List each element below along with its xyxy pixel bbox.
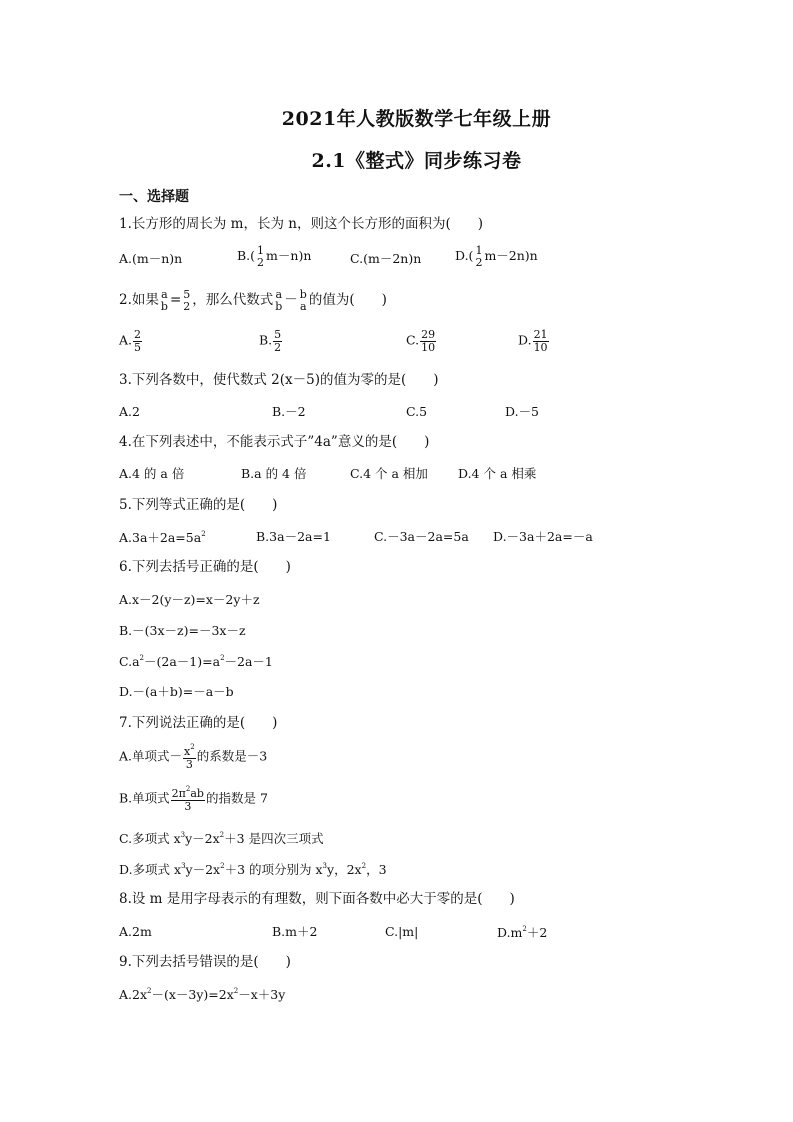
q5-option-b: B.3a－2a=1 [256,529,331,544]
exponent: 2 [220,654,225,662]
title-line-2: 2.1《整式》同步练习卷 [311,150,522,172]
q1-b-prefix: B.( [237,248,256,264]
text-part: －(2a－1)=a [144,654,221,669]
q1-option-a: A.(m－n)n [119,251,183,266]
text-part: A.2x [119,987,148,1002]
fraction-numerator: 1 [257,244,265,257]
text-part: y－2x [185,831,220,846]
question-6: 6.下列去括号正确的是( ) [119,559,291,575]
fraction-numerator: a [275,288,283,301]
exponent: 3 [180,831,186,839]
question-4: 4.在下列表述中，不能表示式子”4a”意义的是( ) [119,434,430,450]
q4-option-a: A.4 的 a 倍 [119,466,185,481]
q7-option-a [119,744,267,770]
q2-prefix: 2.如果 [119,292,159,309]
fraction-numerator: 2 [134,328,142,341]
question-1: 1.长方形的周长为 m，长为 n，则这个长方形的面积为( ) [119,216,483,232]
q3-option-c: C.5 [406,404,428,419]
q7-option-c [119,832,324,846]
q6-option-d: D.－(a＋b)=－a－b [119,684,234,699]
q3-option-d: D.－5 [505,404,540,419]
q8-option-d [497,926,547,940]
fraction-numerator: 5 [274,328,282,341]
q2-a-fraction [133,329,142,353]
exponent: 2 [219,831,225,839]
q2-option-b [259,329,283,353]
q7-option-d [119,863,387,877]
text-part: x [184,745,191,758]
q3-option-a: A.2 [119,404,140,419]
q7-b-fraction [171,786,205,812]
fraction-denominator: 2 [475,255,483,269]
text-part: －x＋3y [238,987,286,1002]
q2-fraction-5-2 [182,289,191,312]
exponent: 2 [361,862,367,870]
exponent: 2 [201,530,206,538]
question-9: 9.下列去括号错误的是( ) [119,954,291,970]
fraction-denominator: 2 [257,255,265,269]
fraction-numerator: 1 [475,244,483,257]
question-5: 5.下列等式正确的是( ) [119,497,278,513]
q2-option-c [406,329,437,353]
q7-a-fraction [183,744,196,770]
q2-option-d [518,329,550,353]
fraction-denominator: b [275,299,283,313]
q4-option-d: D.4 个 a 相乘 [458,466,537,481]
q4-option-c: C.4 个 a 相加 [350,466,428,481]
q5-a-text: A.3a＋2a=5a [119,530,202,545]
q6-option-a: A.x－2(y－z)=x－2y＋z [119,592,260,607]
fraction-denominator: 5 [134,340,142,354]
q4-option-b: B.a 的 4 倍 [241,466,307,481]
question-2 [119,289,387,312]
q2-suffix: 的值为( ) [308,292,387,309]
q2-minus: － [284,292,298,309]
q2-b-fraction [273,329,282,353]
fraction-denominator: 3 [185,757,193,771]
q2-option-a [119,329,143,353]
question-8: 8.设 m 是用字母表示的有理数，则下面各数中必大于零的是( ) [119,891,515,907]
q8-option-b: B.m＋2 [272,924,318,939]
option-label: B. [259,332,273,348]
option-label: D. [518,332,532,348]
fraction-denominator: 2 [183,299,191,313]
text-part: D.m [497,925,523,940]
q9-option-a [119,988,285,1002]
q3-option-b: B.－2 [272,404,306,419]
title-line-1: 2021年人教版数学七年级上册 [281,108,552,130]
q1-d-prefix: D.( [455,248,474,264]
fraction-numerator: 21 [533,328,548,341]
q2-fraction-a-b [160,289,169,312]
text-part: ＋2 [526,925,548,940]
q2-equals: = [169,292,182,309]
fraction-denominator: b [160,299,168,313]
q2-fraction-a-b-2 [274,289,283,312]
fraction-numerator: a [161,288,168,301]
fraction-denominator: 10 [533,340,548,354]
exponent: 2 [220,862,225,870]
text-part: B.单项式 [119,790,170,806]
q8-option-c: C.|m| [385,924,419,939]
q2-d-fraction [533,329,549,353]
text-part: ＋3 是四次三项式 [224,831,324,846]
text-part: D.多项式 x [119,862,182,877]
text-part: 的指数是 7 [205,790,268,806]
q6-option-c [119,655,273,669]
exponent: 2 [147,987,152,995]
exponent: 2 [139,654,145,662]
q1-d-suffix: m－2n)n [484,248,538,264]
q2-fraction-b-a [299,289,308,312]
q6-option-b: B.－(3x－z)=－3x－z [119,623,246,638]
fraction-numerator: 5 [183,288,191,301]
q5-option-a [119,531,206,545]
q2-middle: ，那么代数式 [192,292,274,309]
q1-option-b [237,245,311,268]
text-part: －2a－1 [224,654,273,669]
fraction-numerator: 29 [421,328,436,341]
fraction-denominator: 3 [184,799,192,813]
q1-b-fraction [256,245,265,268]
text-part: A.单项式－ [119,748,183,764]
option-label: C. [406,332,420,348]
text-part: ，3 [366,862,387,877]
q8-option-a: A.2m [119,924,152,939]
text-part: 的系数是－3 [196,748,268,764]
exponent: 3 [181,862,186,870]
text-part: 2π [171,787,186,800]
text-part: y，2x [327,862,362,877]
fraction-denominator: 10 [421,340,436,354]
section-heading: 一、选择题 [119,189,189,205]
option-label: A. [119,332,133,348]
exponent: 2 [190,743,195,751]
exponent: 2 [233,987,239,995]
fraction-denominator: a [300,299,307,313]
fraction-numerator [171,786,205,801]
text-part: C.多项式 x [119,831,181,846]
q1-d-fraction [474,245,483,268]
q1-option-d [455,245,538,268]
fraction-numerator [183,744,196,759]
q5-option-c: C.－3a－2a=5a [374,529,469,544]
text-part: C.a [119,654,140,669]
question-7: 7.下列说法正确的是( ) [119,715,278,731]
q5-option-d: D.－3a＋2a=－a [493,529,593,544]
q1-option-c: C.(m－2n)n [350,251,422,266]
exponent: 2 [522,925,527,933]
text-part: ＋3 的项分别为 x [224,862,323,877]
text-part: y－2x [185,862,221,877]
text-part: ab [190,787,204,800]
q1-b-suffix: m－n)n [266,248,312,264]
fraction-numerator: b [299,288,307,301]
exponent: 3 [322,862,328,870]
fraction-denominator: 2 [274,340,282,354]
text-part: －(x－3y)=2x [151,987,234,1002]
exponent: 2 [185,785,191,793]
question-3: 3.下列各数中，使代数式 2(x－5)的值为零的是( ) [119,372,439,388]
q2-c-fraction [420,329,436,353]
q7-option-b [119,786,268,812]
